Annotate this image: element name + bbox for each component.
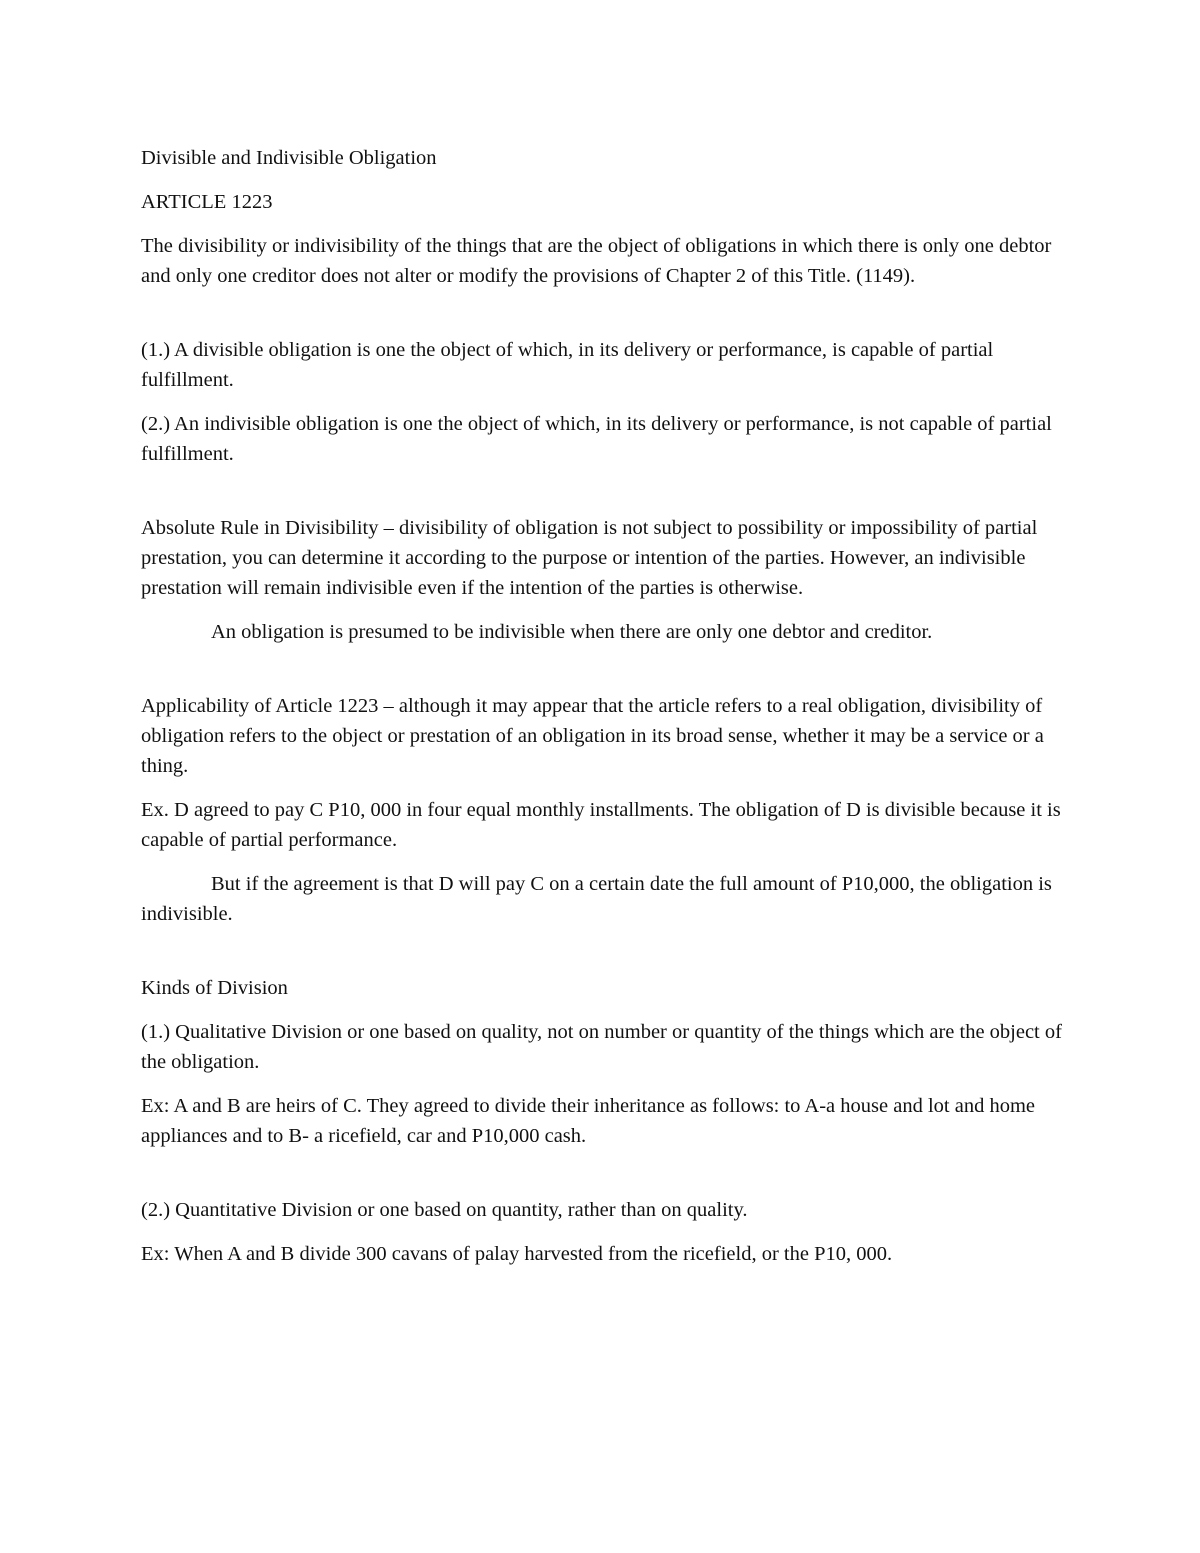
- kinds-heading: Kinds of Division: [141, 977, 288, 999]
- example-indivisible: But if the agreement is that D will pay C on a certain date the full amount of P10,000, the obligation is indivisible.: [141, 873, 1052, 925]
- presumption-paragraph: An obligation is presumed to be indivisible when there are only one debtor and creditor.: [211, 621, 933, 643]
- document-body: [141, 143, 1066, 1283]
- example-divisible: Ex. D agreed to pay C P10, 000 in four equal monthly installments. The obligation of D is divisible because it is capable of partial performance.: [141, 799, 1061, 851]
- quantitative-example: Ex: When A and B divide 300 cavans of palay harvested from the ricefield, or the P10, 000.: [141, 1243, 893, 1265]
- absolute-rule-paragraph: Absolute Rule in Divisibility – divisibility of obligation is not subject to possibility or impossibility of partial prestation, you can determine it according to the purpose or intention of the parties. However, an indivisible prestation will remain indivisible even if the intention of the parties is otherwise.: [141, 517, 1038, 599]
- definition-indivisible: (2.) An indivisible obligation is one the object of which, in its delivery or performance, is not capable of partial fulfillment.: [141, 413, 1052, 465]
- qualitative-division: (1.) Qualitative Division or one based on quality, not on number or quantity of the things which are the object of the obligation.: [141, 1021, 1062, 1073]
- applicability-paragraph: Applicability of Article 1223 – although it may appear that the article refers to a real obligation, divisibility of obligation refers to the object or prestation of an obligation in its broad sense, whether it may be a service or a thing.: [141, 695, 1044, 777]
- article-text: The divisibility or indivisibility of the things that are the object of obligations in which there is only one debtor and only one creditor does not alter or modify the provisions of Chapter 2 of this Title. (1149).: [141, 235, 1052, 287]
- document-title: Divisible and Indivisible Obligation: [141, 147, 437, 169]
- quantitative-division: (2.) Quantitative Division or one based on quantity, rather than on quality.: [141, 1199, 748, 1221]
- qualitative-example: Ex: A and B are heirs of C. They agreed to divide their inheritance as follows: to A-a house and lot and home appliances and to B- a ricefield, car and P10,000 cash.: [141, 1095, 1035, 1147]
- article-heading: ARTICLE 1223: [141, 191, 273, 213]
- definition-divisible: (1.) A divisible obligation is one the object of which, in its delivery or performance, is capable of partial fulfillment.: [141, 339, 994, 391]
